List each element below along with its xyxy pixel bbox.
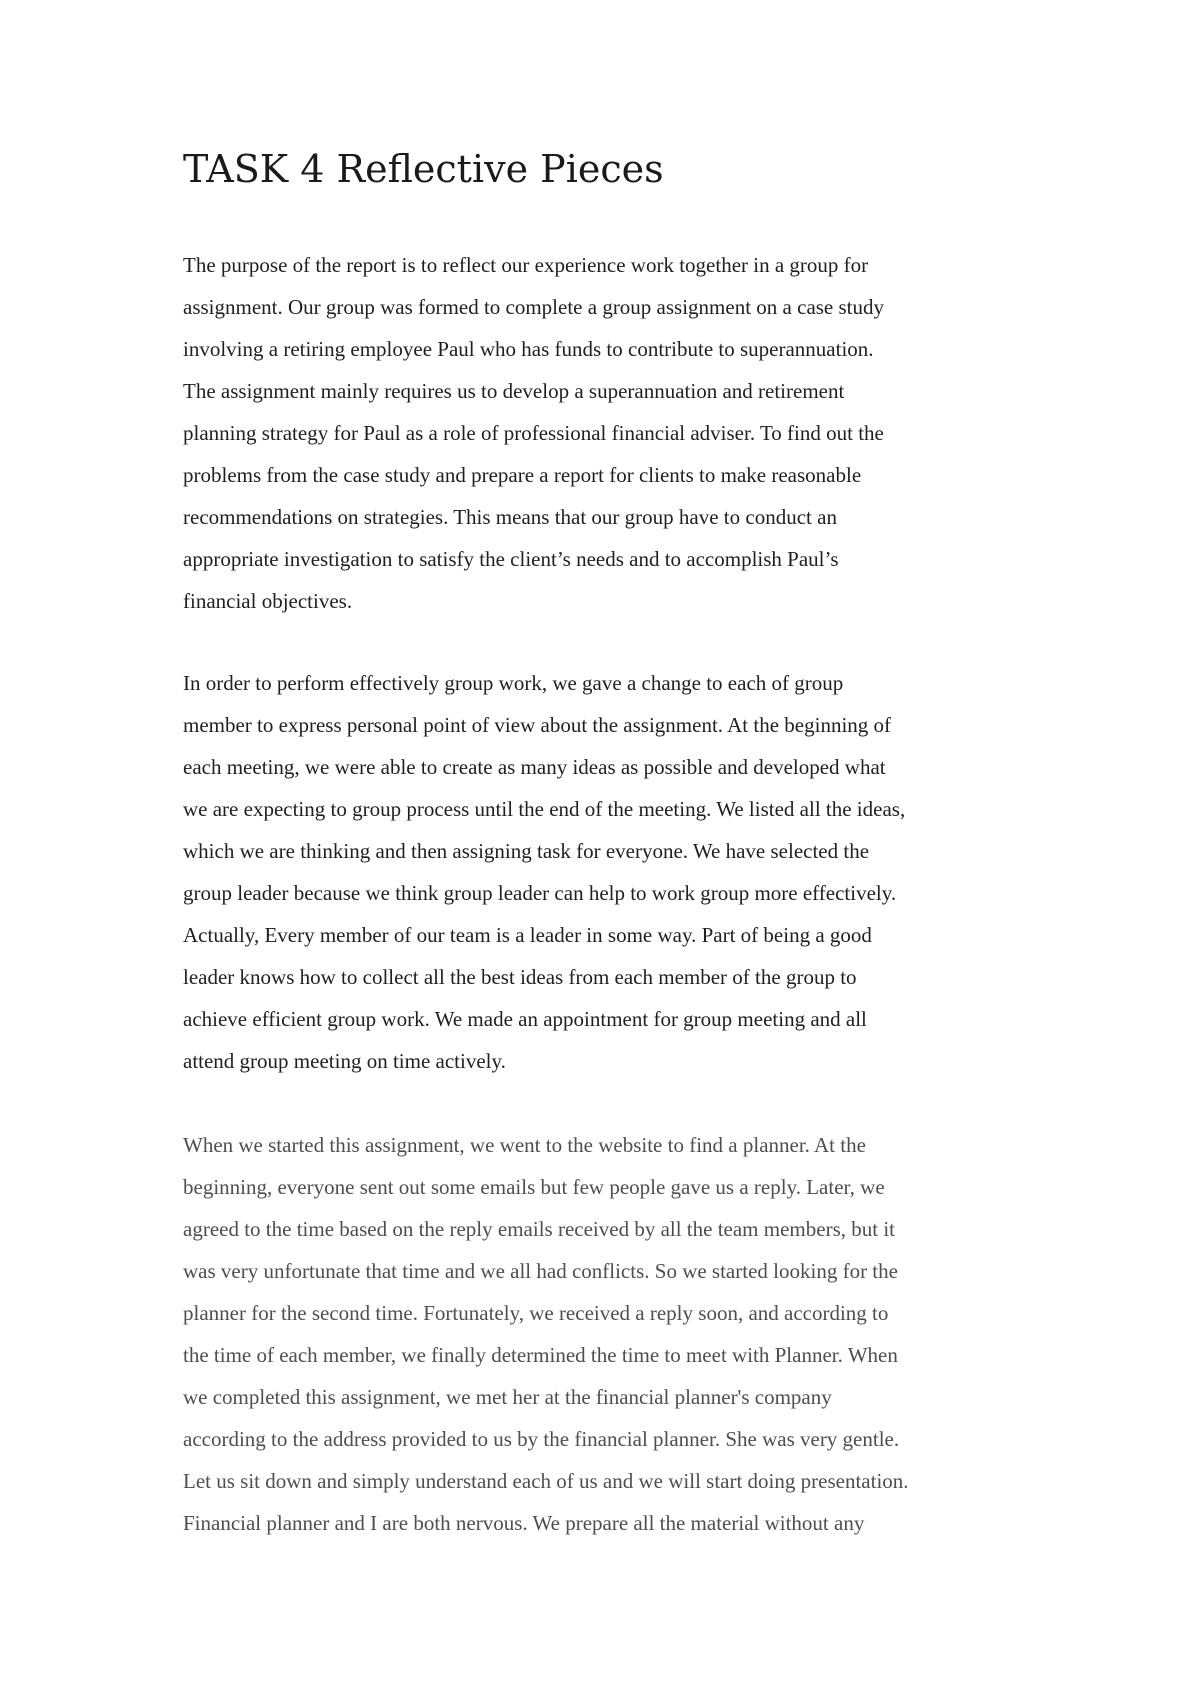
paragraph-3-line-5: planner for the second time. Fortunately, we received a reply soon, and according to [183, 1301, 889, 1325]
paragraph-1-line-1: The purpose of the report is to reflect our experience work together in a group for [183, 253, 869, 277]
paragraph-1-line-2: assignment. Our group was formed to complete a group assignment on a case study [183, 295, 885, 319]
paragraph-3-line-3: agreed to the time based on the reply emails received by all the team members, but it [183, 1217, 896, 1241]
paragraph-3-line-6: the time of each member, we finally determined the time to meet with Planner. When [183, 1343, 898, 1367]
paragraph-1-line-4: The assignment mainly requires us to develop a superannuation and retirement [183, 379, 845, 403]
paragraph-1-line-9: financial objectives. [183, 589, 353, 613]
paragraph-3-line-9: Let us sit down and simply understand each of us and we will start doing presentation. [183, 1469, 909, 1493]
paragraph-1-line-5: planning strategy for Paul as a role of professional financial adviser. To find out the [183, 421, 884, 445]
paragraph-2-line-7: Actually, Every member of our team is a leader in some way. Part of being a good [183, 923, 872, 947]
paragraph-2-line-9: achieve efficient group work. We made an appointment for group meeting and all [183, 1007, 867, 1031]
paragraph-2-line-6: group leader because we think group leader can help to work group more effectively. [183, 881, 897, 905]
paragraph-3-line-1: When we started this assignment, we went to the website to find a planner. At the [183, 1133, 866, 1157]
paragraph-3-line-7: we completed this assignment, we met her at the financial planner's company [183, 1385, 832, 1409]
paragraph-2-line-4: we are expecting to group process until the end of the meeting. We listed all the ideas, [183, 797, 906, 821]
paragraph-2-line-1: In order to perform effectively group work, we gave a change to each of group [183, 671, 844, 695]
paragraph-3-line-8: according to the address provided to us by the financial planner. She was very gentle. [183, 1427, 900, 1451]
document-body [183, 0, 1063, 1698]
paragraph-2-line-3: each meeting, we were able to create as many ideas as possible and developed what [183, 755, 886, 779]
paragraph-2-line-8: leader knows how to collect all the best ideas from each member of the group to [183, 965, 857, 989]
paragraph-3-line-10: Financial planner and I are both nervous. We prepare all the material without any [183, 1511, 865, 1535]
paragraph-2-line-10: attend group meeting on time actively. [183, 1049, 506, 1073]
paragraph-1-line-8: appropriate investigation to satisfy the client’s needs and to accomplish Paul’s [183, 547, 839, 571]
paragraph-2-line-5: which we are thinking and then assigning task for everyone. We have selected the [183, 839, 870, 863]
paragraph-1-line-6: problems from the case study and prepare a report for clients to make reasonable [183, 463, 862, 487]
paragraph-3-line-2: beginning, everyone sent out some emails but few people gave us a reply. Later, we [183, 1175, 885, 1199]
paragraph-1-line-7: recommendations on strategies. This means that our group have to conduct an [183, 505, 837, 529]
paragraph-3-line-4: was very unfortunate that time and we all had conflicts. So we started looking for the [183, 1259, 898, 1283]
paragraph-2-line-2: member to express personal point of view about the assignment. At the beginning of [183, 713, 892, 737]
document-title: TASK 4 Reflective Pieces [183, 147, 664, 191]
paragraph-1-line-3: involving a retiring employee Paul who has funds to contribute to superannuation. [183, 337, 874, 361]
